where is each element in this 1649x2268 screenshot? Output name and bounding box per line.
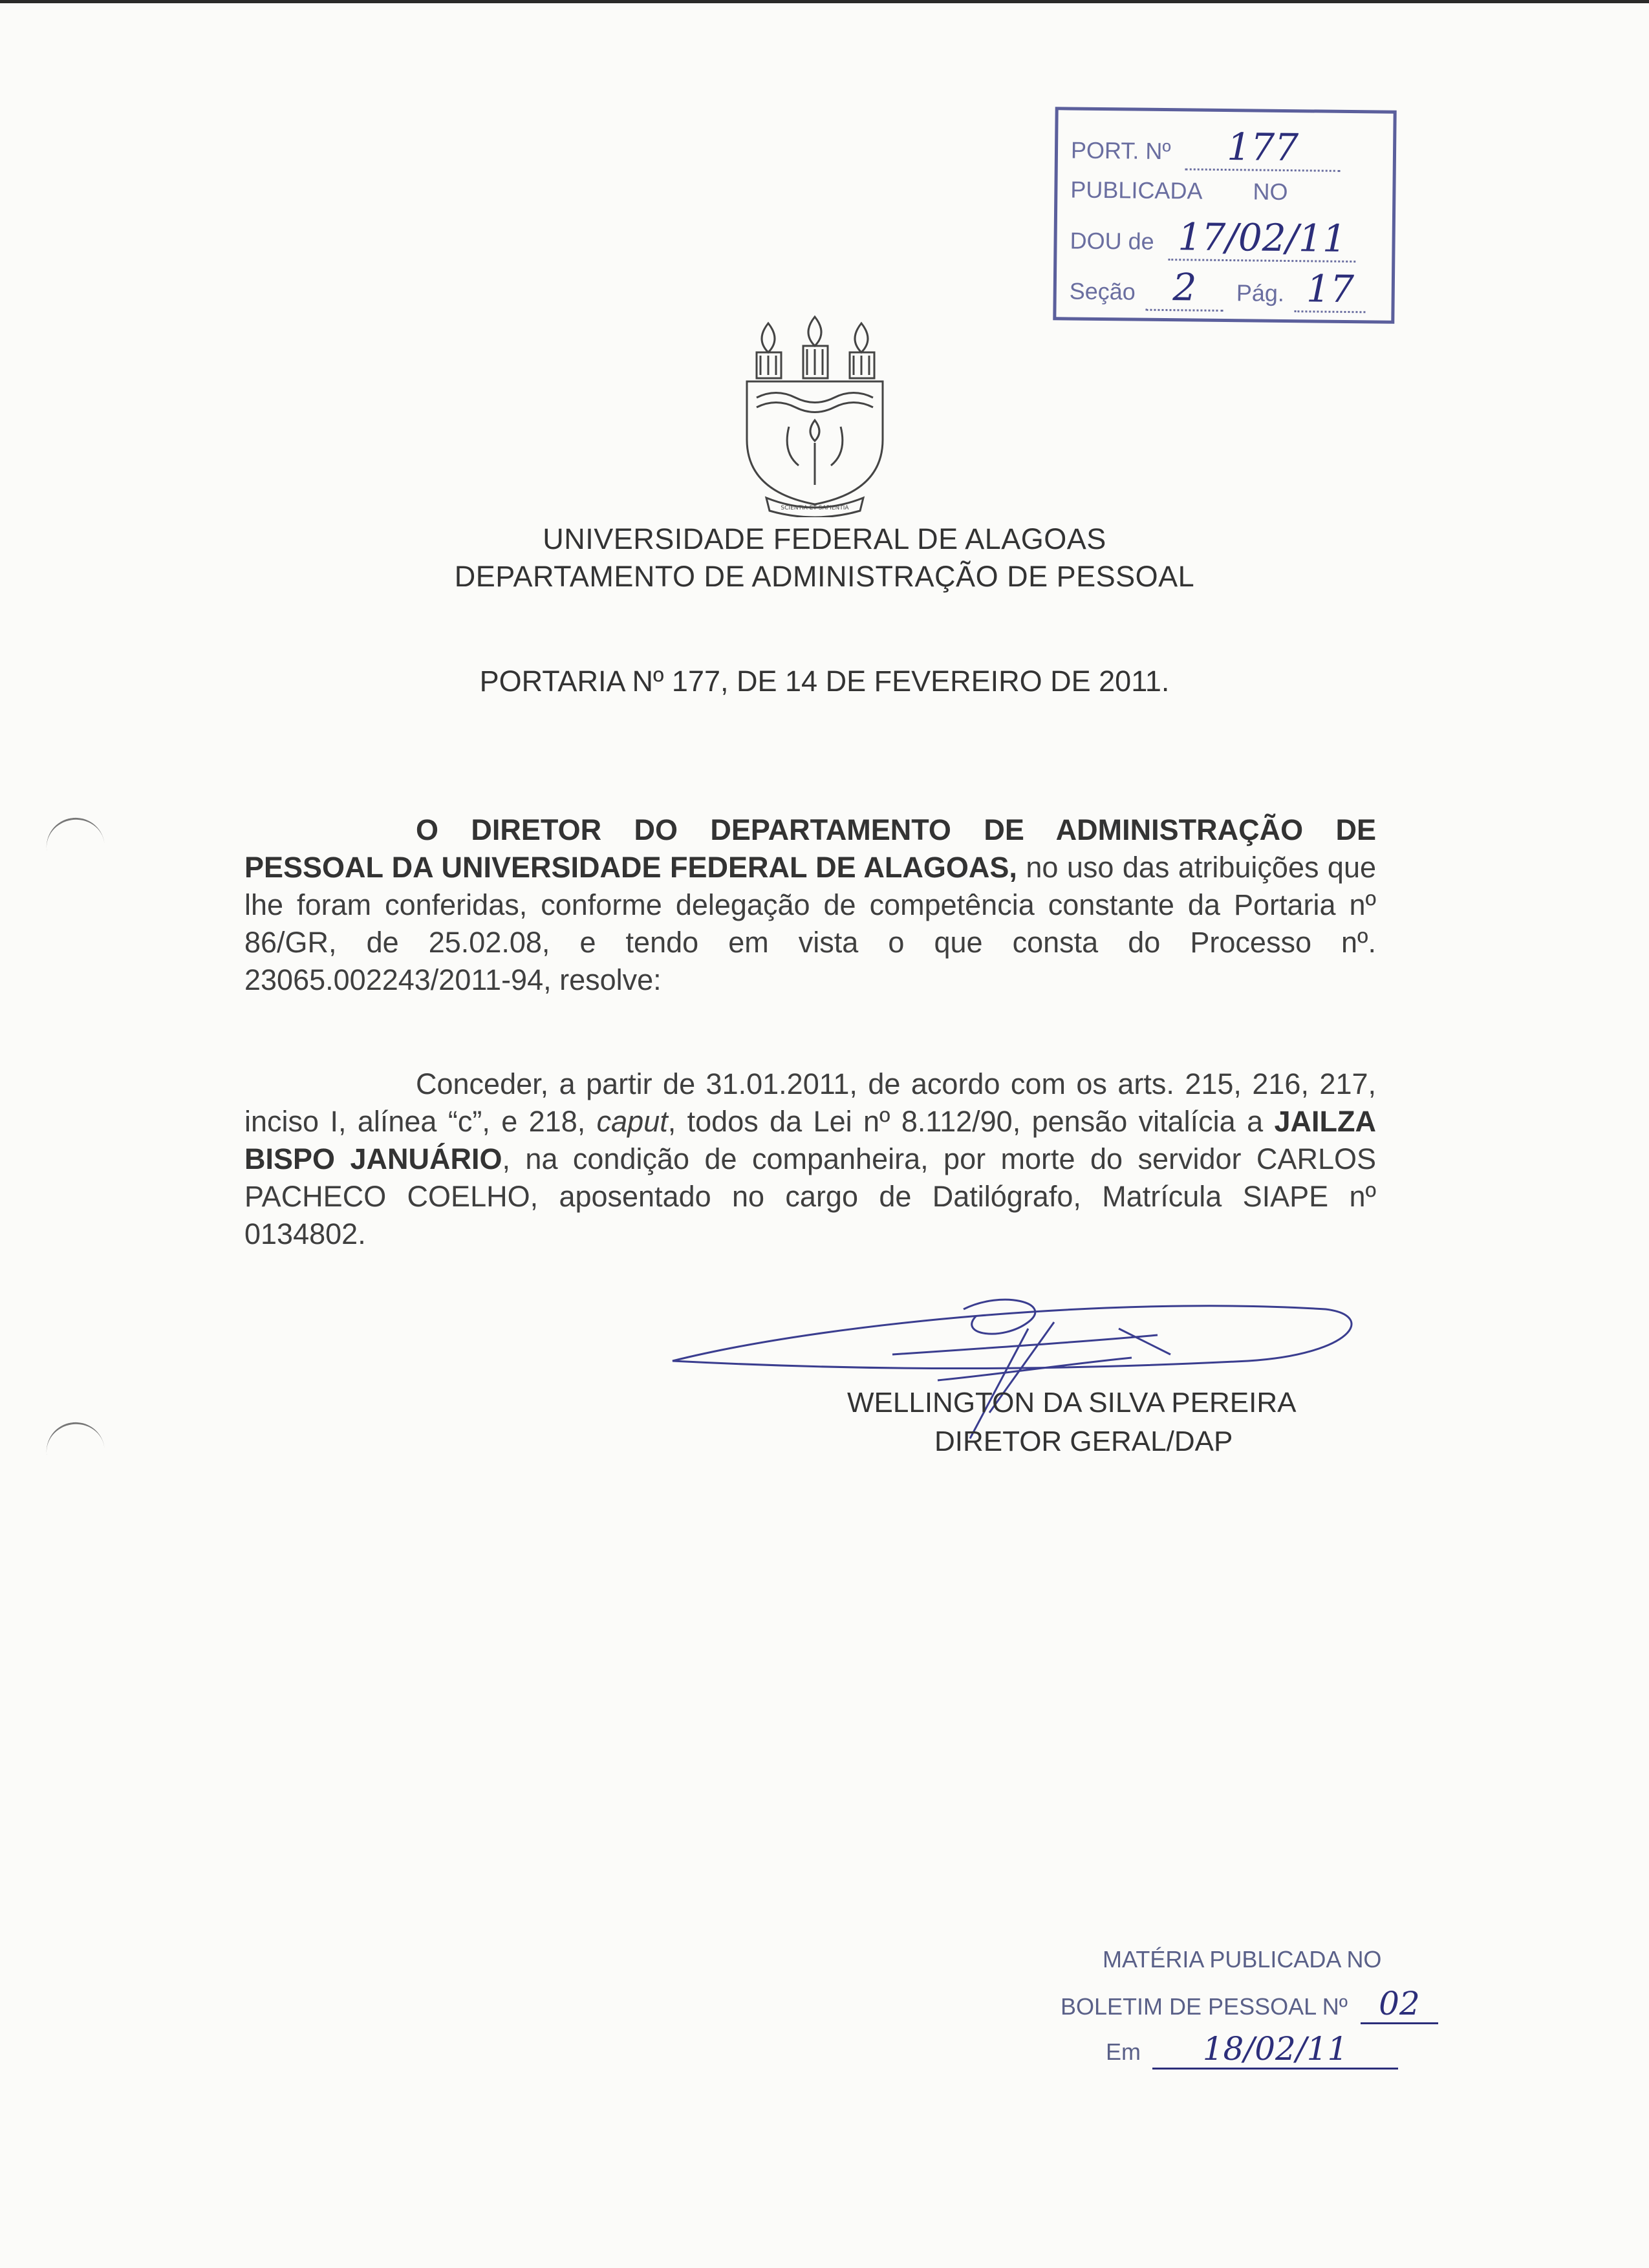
department-name: DEPARTAMENTO DE ADMINISTRAÇÃO DE PESSOAL (454, 560, 1195, 593)
institution-name: UNIVERSIDADE FEDERAL DE ALAGOAS (543, 522, 1106, 555)
university-crest-icon (731, 310, 899, 517)
bulletin-date: 18/02/11 (1152, 2030, 1398, 2070)
crest-motto: SCIENTIA ET SAPIENTIA (781, 505, 849, 511)
stamp-pag-value: 17 (1295, 266, 1366, 313)
bulletin-date-label: Em (1106, 2038, 1141, 2065)
stamp-publicada-label: PUBLICADA (1070, 176, 1202, 204)
resolution-paragraph (244, 1065, 1376, 1253)
body-text-part2: , todos da Lei nº 8.112/90, pensão vitalícia a (667, 1105, 1264, 1138)
stamp-secao-label: Seção (1069, 277, 1136, 305)
bulletin-number: 02 (1361, 1985, 1438, 2024)
body-text-part3: , na condição de companheira, por morte do servidor CARLOS PACHECO COELHO, aposentado no cargo de Datilógrafo, Matrícula SIAPE nº 0134802. (244, 1142, 1376, 1250)
punch-hole-mark (43, 1418, 106, 1467)
stamp-dou-date: 17/02/11 (1168, 215, 1356, 262)
stamp-port-number: 177 (1185, 124, 1341, 172)
preamble-paragraph (244, 811, 1376, 999)
preamble-text: no uso das atribuições que lhe foram conferidas, conforme delegação de competência constante da Portaria nº 86/GR, de 25.02.08, e tendo em vista o que consta do Processo nº. 23065.002243/2011-94, resolve: (244, 851, 1376, 996)
signatory-role: DIRETOR GERAL/DAP (934, 1426, 1233, 1457)
signatory-name: WELLINGTON DA SILVA PEREIRA (847, 1387, 1297, 1418)
stamp-no-label: NO (1253, 178, 1288, 206)
stamp-secao-value: 2 (1146, 265, 1224, 312)
bulletin-stamp-line1: MATÉRIA PUBLICADA NO (1103, 1946, 1382, 1973)
preamble-bold-line1: O DIRETOR DO DEPARTAMENTO DE ADMINISTRAÇÃO DE (416, 813, 1376, 846)
stamp-port-label: PORT. Nº (1070, 136, 1171, 165)
bulletin-stamp-label: BOLETIM DE PESSOAL Nº (1061, 1993, 1348, 2020)
beneficiary-name: JAILZA BISPO JANUÁRIO (244, 1105, 1376, 1175)
preamble-bold-line2: PESSOAL DA UNIVERSIDADE FEDERAL DE ALAGOAS, (244, 851, 1017, 884)
body-text-part1: Conceder, a partir de 31.01.2011, de acordo com os arts. 215, 216, 217, inciso I, alínea “c”, e 218, (244, 1067, 1376, 1138)
page-top-edge (0, 0, 1649, 3)
body-caput: caput (596, 1105, 668, 1138)
stamp-dou-label: DOU de (1070, 227, 1154, 255)
document-title: PORTARIA Nº 177, DE 14 DE FEVEREIRO DE 2011. (479, 665, 1170, 698)
punch-hole-mark (43, 814, 106, 862)
stamp-pag-label: Pág. (1236, 279, 1285, 306)
publication-stamp (1053, 107, 1396, 324)
